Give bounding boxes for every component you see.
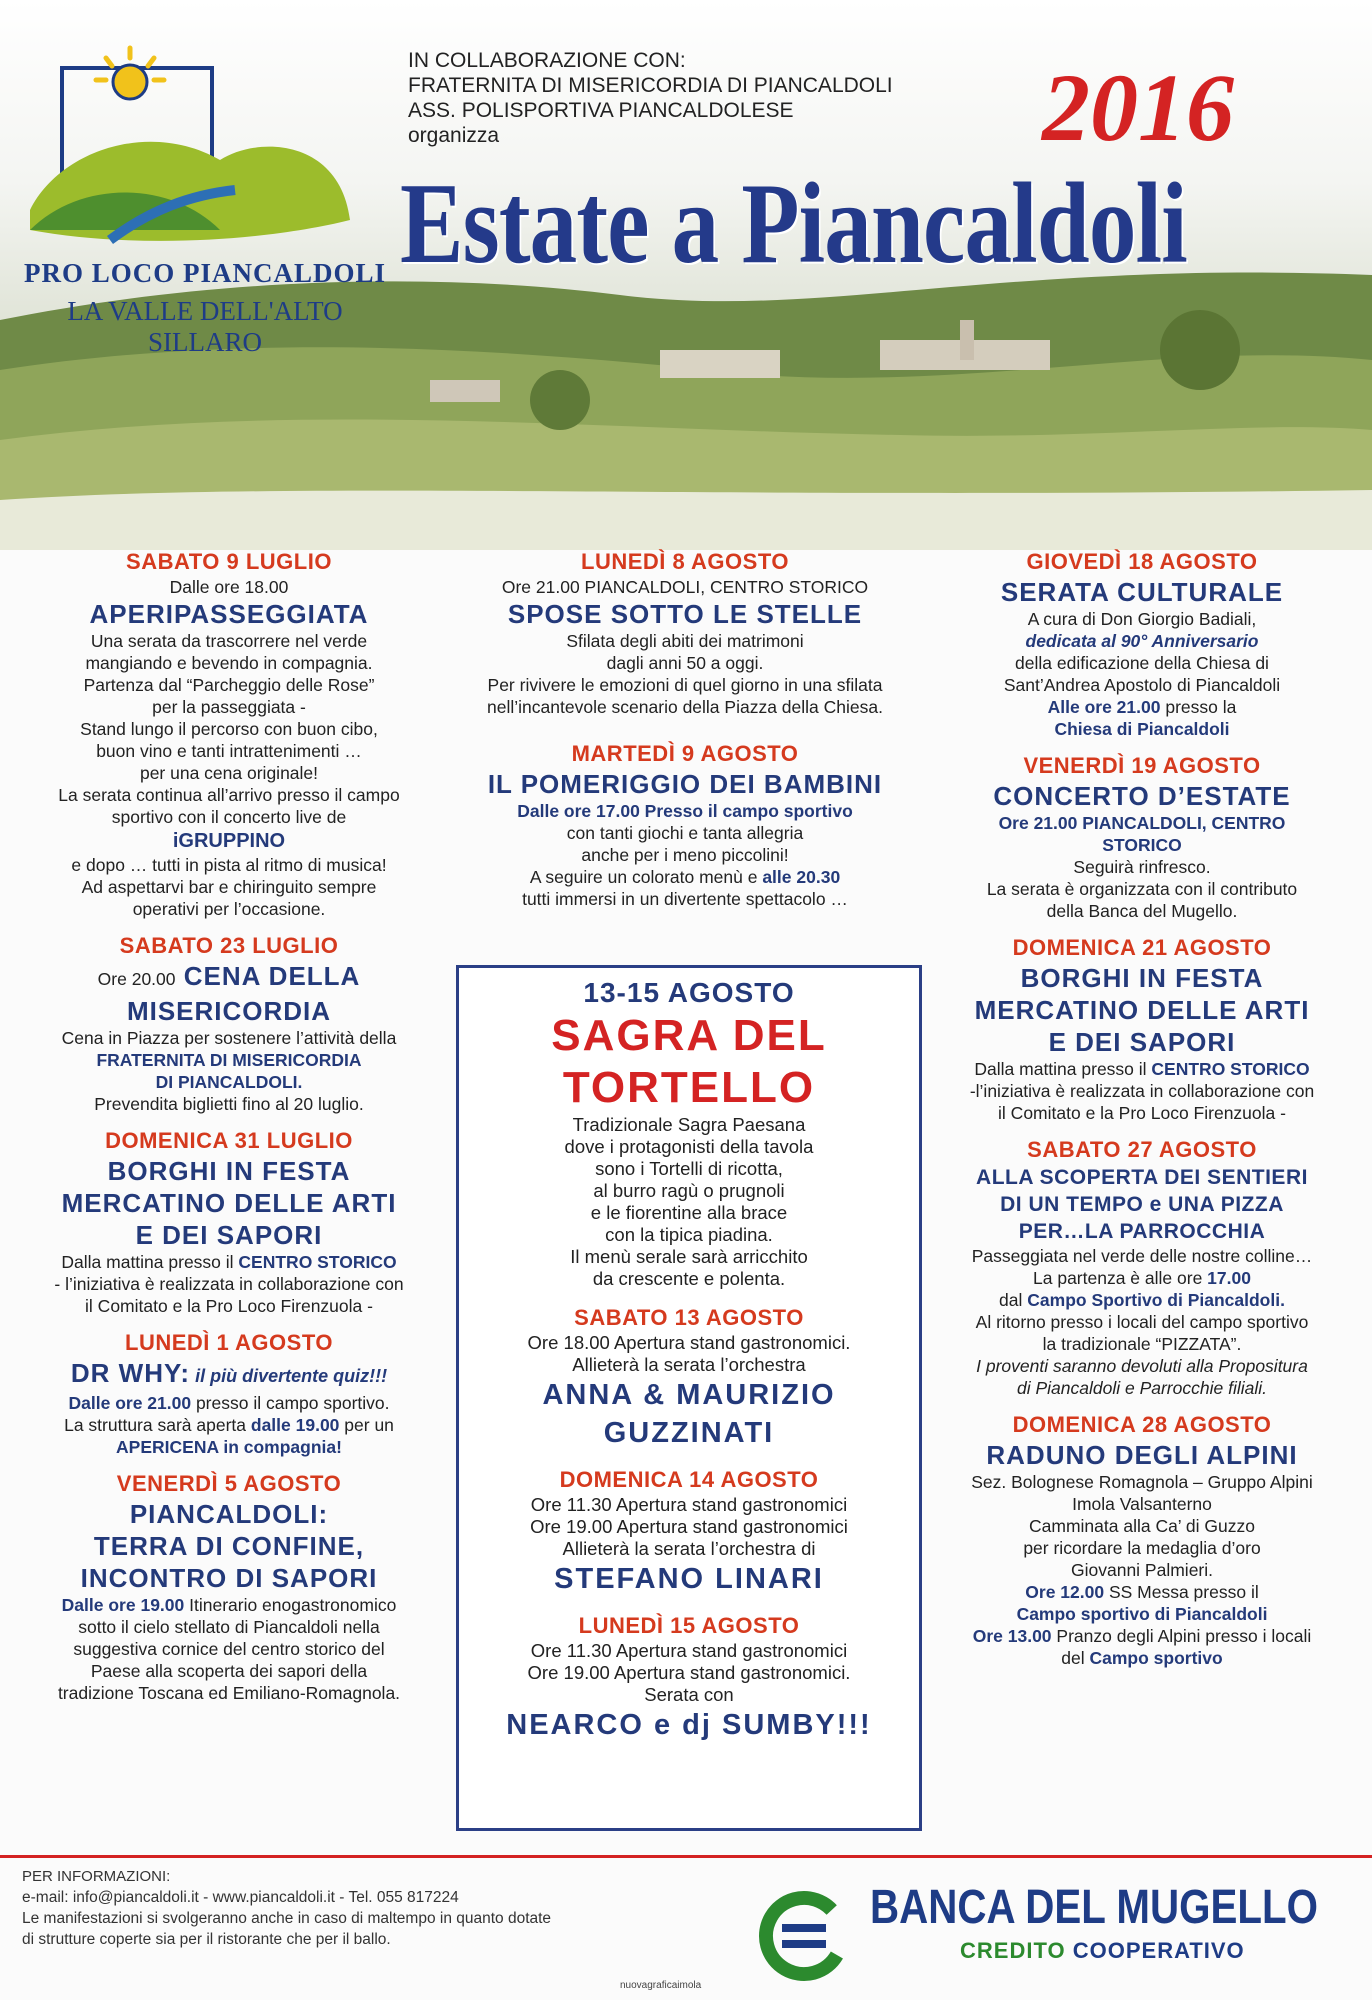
collab-line: ASS. POLISPORTIVA PIANCALDOLESE [408, 99, 794, 122]
event-line: sportivo con il concerto live de [111, 807, 347, 827]
event-line: Ore 11.30 Apertura stand gastronomici [530, 1494, 848, 1515]
event-line: per ricordare la medaglia d’oro [1023, 1538, 1261, 1558]
event-9-agosto [450, 740, 920, 910]
event-line: La partenza è alle ore [1033, 1268, 1208, 1288]
event-line: Itinerario enogastronomico [184, 1595, 397, 1615]
event-date: SABATO 13 AGOSTO [574, 1305, 804, 1330]
event-tagline: il più divertente quiz!!! [190, 1366, 388, 1386]
event-line: per un [339, 1415, 394, 1435]
weather-note: Le manifestazioni si svolgeranno anche in caso di maltempo in quanto dotate [22, 1910, 552, 1927]
weather-note-2: di strutture coperte sia per il ristorante che per il ballo. [22, 1931, 391, 1948]
event-line: di Piancaldoli e Parrocchie filiali. [1017, 1378, 1267, 1398]
event-name: MERCATINO DELLE ARTI [974, 995, 1310, 1025]
page-title: Estate a Piancaldoli [400, 160, 1187, 288]
event-line: FRATERNITA DI MISERICORDIA [96, 1050, 362, 1070]
event-line: Seguirà rinfresco. [1073, 857, 1211, 877]
event-location: CENTRO STORICO [238, 1252, 397, 1272]
event-line: SS Messa presso il [1104, 1582, 1259, 1602]
event-name: SERATA CULTURALE [1000, 577, 1284, 607]
sagra-line: dove i protagonisti della tavola [564, 1136, 814, 1157]
sagra-title: SAGRA DEL [551, 1011, 827, 1060]
event-name: CENA DELLA [183, 961, 361, 991]
bank-subtitle-2: COOPERATIVO [1072, 1938, 1245, 1963]
sun-hills-logo-icon [20, 40, 390, 255]
event-date: SABATO 9 LUGLIO [126, 549, 332, 574]
event-line: A cura di Don Giorgio Badiali, [1027, 609, 1257, 629]
event-line: il Comitato e la Pro Loco Firenzuola - [85, 1296, 373, 1316]
event-date: DOMENICA 14 AGOSTO [559, 1467, 819, 1492]
event-line: Allieterà la serata l’orchestra [572, 1354, 806, 1375]
event-line: presso la [1160, 697, 1237, 717]
event-name: IL POMERIGGIO DEI BAMBINI [487, 769, 883, 799]
event-location: Campo sportivo di Piancaldoli [1016, 1604, 1268, 1624]
event-location: Campo sportivo [1089, 1648, 1223, 1668]
event-line: dal [999, 1290, 1028, 1310]
bank-logo-icon [758, 1890, 850, 1982]
event-line: La serata continua all’arrivo presso il campo [58, 785, 400, 805]
event-line: Ad aspettarvi bar e chiringuito sempre [81, 877, 377, 897]
event-line: Allieterà la serata l’orchestra di [562, 1538, 816, 1559]
year: 2016 [1042, 54, 1234, 161]
event-line: Per rivivere le emozioni di quel giorno in una sfilata [487, 675, 883, 695]
orchestra-name-2: GUZZINATI [603, 1417, 775, 1449]
event-name: SPOSE SOTTO LE STELLE [507, 599, 863, 629]
event-time: STORICO [1102, 835, 1182, 855]
event-line: mangiando e bevendo in compagnia. [85, 653, 373, 673]
event-line: Ore 18.00 Apertura stand gastronomici. [527, 1332, 851, 1353]
event-date: LUNEDÌ 8 AGOSTO [581, 549, 789, 574]
sagra-line: Il menù serale sarà arricchito [570, 1246, 808, 1267]
event-line: I proventi saranno devoluti alla Propositura [976, 1356, 1308, 1376]
event-19-agosto [926, 752, 1358, 922]
event-line: per una cena originale! [139, 763, 319, 783]
event-line: Prevendita biglietti fino al 20 luglio. [94, 1094, 364, 1114]
sagra-del-tortello-box [456, 965, 922, 1831]
sagra-line: Tradizionale Sagra Paesana [572, 1114, 806, 1135]
event-time: Alle ore 21.00 [1047, 697, 1161, 717]
print-credit: nuovagraficaimola [620, 1980, 702, 1991]
event-date: LUNEDÌ 1 AGOSTO [125, 1330, 333, 1355]
event-line: tutti immersi in un divertente spettacolo … [522, 889, 848, 909]
pro-loco-logo [20, 40, 390, 357]
event-line: anche per i meno piccolini! [581, 845, 789, 865]
event-line: il Comitato e la Pro Loco Firenzuola - [998, 1103, 1286, 1123]
sagra-dates: 13-15 AGOSTO [583, 977, 795, 1008]
event-line: operativi per l’occasione. [132, 899, 326, 919]
event-line: Paese alla scoperta dei sapori della [90, 1661, 368, 1681]
event-line: per la passeggiata - [152, 697, 306, 717]
event-line: nell’incantevole scenario della Piazza della Chiesa. [487, 697, 883, 717]
event-date: DOMENICA 31 LUGLIO [105, 1128, 353, 1153]
event-date: VENERDÌ 19 AGOSTO [1023, 753, 1261, 778]
event-line: Serata con [644, 1684, 734, 1705]
event-line: Ore 11.30 Apertura stand gastronomici [530, 1640, 848, 1661]
event-line: La serata è organizzata con il contributo [986, 879, 1298, 899]
event-line: -l’iniziativa è realizzata in collaborazione con [969, 1081, 1315, 1101]
event-time: Ore 12.00 [1025, 1582, 1105, 1602]
event-line: Stand lungo il percorso con buon cibo, [80, 719, 378, 739]
event-line: tradizione Toscana ed Emiliano-Romagnola. [57, 1683, 401, 1703]
event-line: della edificazione della Chiesa di [1015, 653, 1269, 673]
orchestra-name: STEFANO LINARI [554, 1563, 824, 1595]
event-21-agosto [926, 934, 1358, 1124]
event-name: CONCERTO D’ESTATE [993, 781, 1291, 811]
column-center [450, 548, 920, 922]
event-line: La struttura sarà aperta [64, 1415, 251, 1435]
bank-subtitle-1: CREDITO [960, 1938, 1066, 1963]
event-line: la tradizionale “PIZZATA”. [1042, 1334, 1242, 1354]
sagra-line: da crescente e polenta. [592, 1268, 786, 1289]
event-name: BORGHI IN FESTA [107, 1156, 351, 1186]
event-time: alle 20.30 [762, 867, 841, 887]
event-line: Dalla mattina presso il [974, 1059, 1152, 1079]
event-line: Camminata alla Ca’ di Guzzo [1029, 1516, 1255, 1536]
collab-line: organizza [408, 124, 500, 147]
event-time: Ore 20.00 [97, 969, 176, 989]
event-27-agosto [926, 1136, 1358, 1399]
event-line: Ore 19.00 Apertura stand gastronomici [530, 1516, 848, 1537]
column-right [926, 548, 1358, 1681]
event-time: 17.00 [1207, 1268, 1251, 1288]
event-line: Pranzo degli Alpini presso i locali [1051, 1626, 1312, 1646]
event-name: DR WHY: [70, 1358, 191, 1388]
event-location: Chiesa di Piancaldoli [1054, 719, 1230, 739]
event-time: Ore 21.00 PIANCALDOLI, CENTRO STORICO [501, 577, 869, 597]
event-time: Dalle ore 19.00 [61, 1595, 185, 1615]
event-line: Ore 19.00 Apertura stand gastronomici. [527, 1662, 851, 1683]
contact-line[interactable]: e-mail: info@piancaldoli.it - www.piancaldoli.it - Tel. 055 817224 [22, 1889, 459, 1906]
event-line: Passeggiata nel verde delle nostre colline… [971, 1246, 1313, 1266]
logo-subtitle: LA VALLE DELL'ALTO SILLARO [67, 296, 343, 357]
event-time: dalle 19.00 [250, 1415, 340, 1435]
event-date: LUNEDÌ 15 AGOSTO [578, 1613, 800, 1638]
sagra-line: con la tipica piadina. [605, 1224, 773, 1245]
event-date: SABATO 27 AGOSTO [1027, 1137, 1257, 1162]
sagra-line: sono i Tortelli di ricotta, [595, 1158, 783, 1179]
event-line: della Banca del Mugello. [1046, 901, 1238, 921]
event-time: Dalle ore 17.00 Presso il campo sportivo [517, 801, 853, 821]
band-name: iGRUPPINO [172, 830, 286, 852]
event-date: VENERDÌ 5 AGOSTO [116, 1471, 342, 1496]
event-location: CENTRO STORICO [1151, 1059, 1310, 1079]
event-date: DOMENICA 21 AGOSTO [1012, 935, 1272, 960]
sagra-line: e le fiorentine alla brace [590, 1202, 788, 1223]
artist-name: NEARCO e dj SUMBY!!! [506, 1709, 872, 1741]
event-date: SABATO 23 LUGLIO [119, 933, 339, 958]
event-highlight: in compagnia! [218, 1437, 342, 1457]
collab-line: IN COLLABORAZIONE CON: [408, 49, 686, 72]
event-name: BORGHI IN FESTA [1020, 963, 1264, 993]
column-left [14, 548, 444, 1716]
event-line: presso il campo sportivo. [191, 1393, 390, 1413]
sagra-title-2: TORTELLO [562, 1063, 816, 1112]
event-name: PIANCALDOLI: [129, 1499, 329, 1529]
event-line: con tanti giochi e tanta allegria [566, 823, 804, 843]
event-name: MERCATINO DELLE ARTI [61, 1188, 397, 1218]
info-block [22, 1866, 551, 1950]
event-line: Giovanni Palmieri. [1071, 1560, 1213, 1580]
event-line: Cena in Piazza per sostenere l’attività della [61, 1028, 397, 1048]
event-name: INCONTRO DI SAPORI [80, 1563, 378, 1593]
collab-line: FRATERNITA DI MISERICORDIA DI PIANCALDOLI [408, 74, 893, 97]
event-name: DI UN TEMPO e UNA PIZZA [1000, 1193, 1284, 1216]
bank-name: BANCA DEL MUGELLO [870, 1881, 1318, 1934]
event-time: Ore 13.00 [972, 1626, 1052, 1646]
event-name-2: MISERICORDIA [126, 996, 332, 1026]
event-31-luglio [14, 1127, 444, 1317]
header-banner [0, 0, 1372, 550]
event-name: ALLA SCOPERTA DEI SENTIERI [976, 1166, 1308, 1189]
event-28-agosto [926, 1411, 1358, 1669]
event-name: TERRA DI CONFINE, [93, 1531, 365, 1561]
event-time: Dalle ore 21.00 [68, 1393, 192, 1413]
event-line: del [1061, 1648, 1090, 1668]
info-label: PER INFORMAZIONI: [22, 1868, 171, 1885]
event-line: dagli anni 50 a oggi. [606, 653, 764, 673]
event-line: buon vino e tanti intrattenimenti … [96, 741, 362, 761]
collaboration-text [408, 48, 893, 148]
event-time: Dalle ore 18.00 [169, 577, 289, 597]
event-line: Sant’Andrea Apostolo di Piancaldoli [1003, 675, 1281, 695]
event-line: Sfilata degli abiti dei matrimoni [566, 631, 804, 651]
event-location: Campo Sportivo di Piancaldoli. [1027, 1290, 1285, 1310]
event-name: PER…LA PARROCCHIA [1018, 1220, 1266, 1243]
event-line: dedicata al 90° Anniversario [1025, 631, 1259, 651]
sagra-line: al burro ragù o prugnoli [593, 1180, 785, 1201]
event-date: DOMENICA 28 AGOSTO [1012, 1412, 1272, 1437]
event-date: GIOVEDÌ 18 AGOSTO [1026, 549, 1258, 574]
event-line: suggestiva cornice del centro storico del [73, 1639, 385, 1659]
event-line: A seguire un colorato menù e [529, 867, 763, 887]
event-line: Partenza dal “Parcheggio delle Rose” [83, 675, 375, 695]
footer-divider [0, 1855, 1372, 1858]
event-9-luglio [14, 548, 444, 920]
event-1-agosto [14, 1329, 444, 1458]
event-23-luglio [14, 932, 444, 1115]
orchestra-name: ANNA & MAURIZIO [542, 1379, 836, 1411]
event-date: MARTEDÌ 9 AGOSTO [571, 741, 799, 766]
event-name: E DEI SAPORI [1048, 1027, 1236, 1057]
event-18-agosto [926, 548, 1358, 740]
event-5-agosto [14, 1470, 444, 1704]
event-line: - l’iniziativa è realizzata in collaborazione con [54, 1274, 404, 1294]
event-name: APERIPASSEGGIATA [89, 599, 369, 629]
event-time: Ore 21.00 PIANCALDOLI, CENTRO [998, 813, 1286, 833]
event-line: Sez. Bolognese Romagnola – Gruppo Alpini [971, 1472, 1313, 1492]
event-line: Una serata da trascorrere nel verde [90, 631, 368, 651]
bank-subtitle [960, 1938, 1245, 1964]
event-line: Imola Valsanterno [1072, 1494, 1212, 1514]
event-line: sotto il cielo stellato di Piancaldoli nella [78, 1617, 380, 1637]
event-name: E DEI SAPORI [135, 1220, 323, 1250]
event-line: e dopo … tutti in pista al ritmo di musica! [71, 855, 387, 875]
event-8-agosto [450, 548, 920, 718]
event-line: Dalla mattina presso il [61, 1252, 239, 1272]
event-highlight: APERICENA [116, 1437, 219, 1457]
event-line: DI PIANCALDOLI. [155, 1072, 303, 1092]
event-name: RADUNO DEGLI ALPINI [986, 1440, 1298, 1470]
logo-title: PRO LOCO PIANCALDOLI [23, 258, 387, 288]
event-line: Al ritorno presso i locali del campo sportivo [975, 1312, 1309, 1332]
